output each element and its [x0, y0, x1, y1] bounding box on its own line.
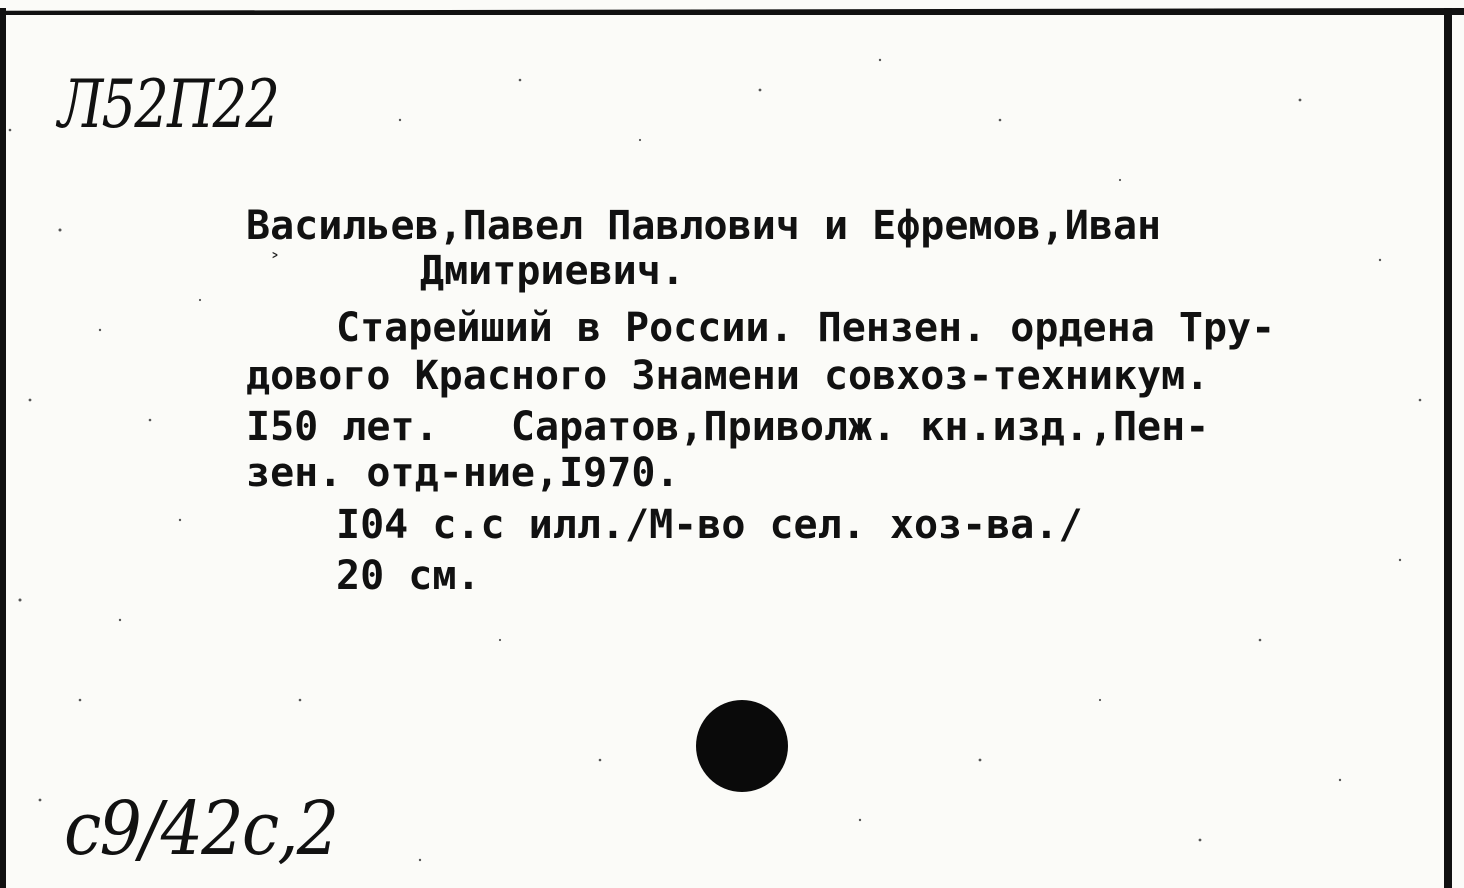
- inventory-note: с9/42с,2: [64, 786, 338, 872]
- collation-line: I04 с.с илл./М-во сел. хоз-ва./: [336, 502, 1083, 548]
- imprint-line: I50 лет. Саратов,Приволж. кн.изд.,Пен-: [246, 404, 1210, 450]
- shelfmark: Л52П22: [58, 66, 279, 143]
- author-line: Васильев,Павел Павлович и Ефремов,Иван: [246, 203, 1162, 249]
- title-line: Старейший в России. Пензен. ордена Тру-: [336, 305, 1276, 351]
- imprint-line-continued: зен. отд-ние,I970.: [246, 450, 680, 496]
- author-line-continued: Дмитриевич.: [420, 248, 685, 294]
- size-line: 20 см.: [336, 553, 481, 599]
- title-line-continued: дового Красного Знамени совхоз-техникум.: [246, 353, 1210, 399]
- margin-mark: ˃: [270, 250, 280, 274]
- punch-hole: [696, 700, 788, 792]
